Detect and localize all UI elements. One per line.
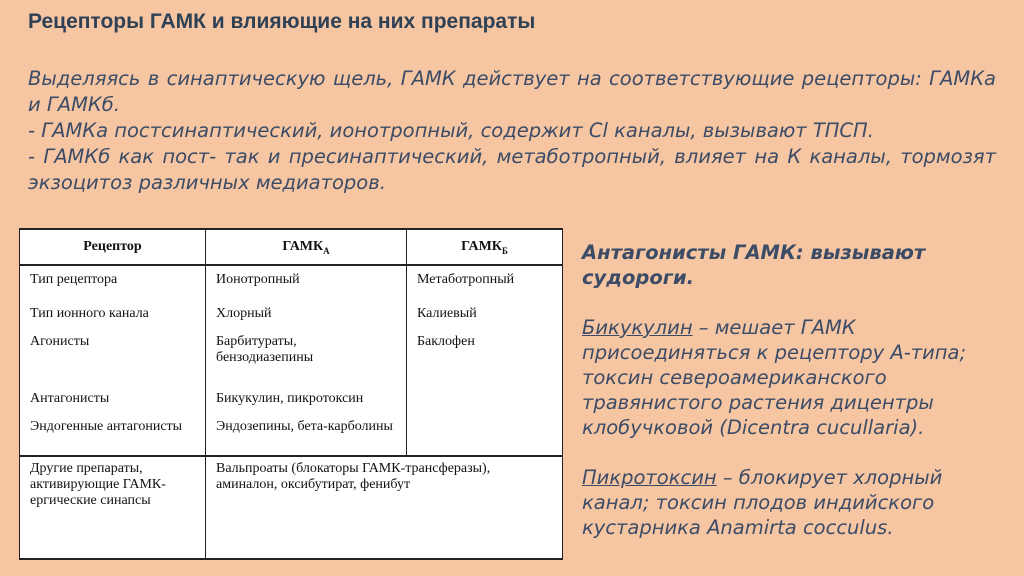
row-gaba-b: Калиевый [407,306,563,334]
antagonists-heading: Антагонисты ГАМК: вызывают судороги. [582,241,926,289]
header-gaba-a [206,229,407,265]
bicuculline-name: Бикукулин [582,316,693,339]
table-row [20,391,563,419]
other-label: Другие препараты, активирующие ГАМК-ергические синапсы [20,456,206,559]
row-gaba-a: Эндозепины, бета-карболины [206,419,407,456]
intro-line-1: Выделяясь в синаптическую щель, ГАМК действует на соответствующие рецепторы: ГАМКа и ГАМКб. [28,67,996,116]
header-gaba-a-sub: А [323,245,330,256]
row-gaba-b: Метаботропный [407,265,563,306]
table-row [20,419,563,456]
header-gaba-b-sub: Б [501,245,508,256]
row-gaba-b: Баклофен [407,334,563,391]
header-gaba-b [407,229,563,265]
receptor-table [19,228,563,560]
intro-text [28,66,996,196]
row-gaba-a: Барбитураты, бензодиазепины [206,334,407,391]
row-gaba-a: Бикукулин, пикротоксин [206,391,407,419]
table-row [20,265,563,306]
table-row-other [20,456,563,559]
picrotoxin-name: Пикротоксин [582,466,717,489]
header-gaba-b-main: ГАМК [461,238,502,254]
picrotoxin-text: – блокирует хлорный канал; токсин плодов индийского кустарника Anamirta cocculus. [582,466,943,539]
intro-line-2: - ГАМКа постсинаптический, ионотропный, содержит Cl каналы, вызывают ТПСП. [28,119,874,142]
row-label: Антагонисты [20,391,206,419]
table-row [20,334,563,391]
header-receptor: Рецептор [20,229,206,265]
row-gaba-a: Хлорный [206,306,407,334]
bicuculline-text: – мешает ГАМК присоединяться к рецептору А-типа; токсин североамериканского травянистого растения дицентры клобучковой (Dicentra cucullaria). [582,316,967,439]
table-row [20,306,563,334]
row-label: Эндогенные антагонисты [20,419,206,456]
bicuculline-paragraph [582,315,1002,440]
antagonists-text [582,240,1002,565]
page-title: Рецепторы ГАМК и влияющие на них препараты [28,10,536,33]
intro-line-3: - ГАМКб как пост- так и пресинаптический, метаботропный, влияет на К каналы, тормозят экзоцитоз различных медиаторов. [28,145,996,194]
row-label: Тип рецептора [20,265,206,306]
row-label: Тип ионного канала [20,306,206,334]
row-gaba-b [407,419,563,456]
row-gaba-b [407,391,563,419]
picrotoxin-paragraph [582,465,1002,540]
other-value: Вальпроаты (блокаторы ГАМК-трансферазы), аминалон, оксибутират, фенибут [206,456,563,559]
row-label: Агонисты [20,334,206,391]
header-gaba-a-main: ГАМК [282,238,324,254]
row-gaba-a: Ионотропный [206,265,407,306]
